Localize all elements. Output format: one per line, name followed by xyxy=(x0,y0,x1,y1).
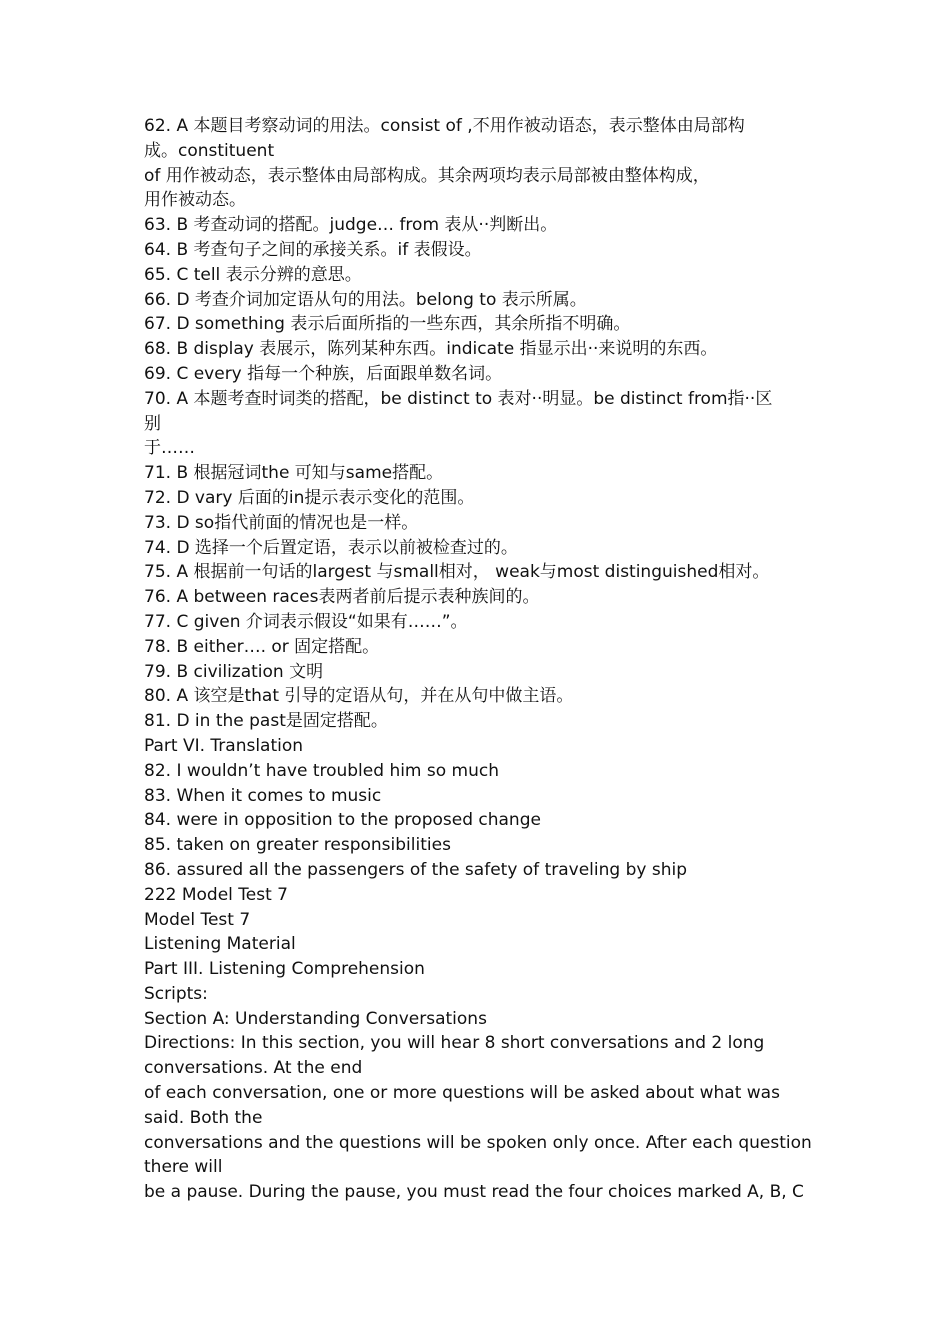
text-line: 63. B 考查动词的搭配。judge… from 表从··判断出。 xyxy=(144,215,558,236)
text-line: 84. were in opposition to the proposed change xyxy=(144,810,541,831)
text-line: be a pause. During the pause, you must read the four choices marked A, B, C xyxy=(144,1182,804,1203)
text-line: 78. B either…. or 固定搭配。 xyxy=(144,636,380,657)
text-line: 别 xyxy=(144,413,161,434)
text-line: 于…… xyxy=(144,438,195,459)
text-line: of 用作被动态，表示整体由局部构成。其余两项均表示局部被由整体构成， xyxy=(144,165,710,186)
text-line: 62. A 本题目考察动词的用法。consist of ,不用作被动语态，表示整体由局部构 xyxy=(144,116,745,136)
document-page xyxy=(144,114,814,1205)
text-line: 86. assured all the passengers of the safety of traveling by ship xyxy=(144,859,687,880)
text-line: 83. When it comes to music xyxy=(144,785,382,806)
text-line: of each conversation, one or more questions will be asked about what was xyxy=(144,1083,780,1104)
text-line: 65. C tell 表示分辨的意思。 xyxy=(144,264,362,285)
text-line: 85. taken on greater responsibilities xyxy=(144,835,451,856)
section-heading: Model Test 7 xyxy=(144,909,251,930)
text-line: 66. D 考查介词加定语从句的用法。belong to 表示所属。 xyxy=(144,289,587,310)
section-heading: Part III. Listening Comprehension xyxy=(144,959,425,980)
text-line: 73. D so指代前面的情况也是一样。 xyxy=(144,512,419,533)
text-line: 77. C given 介词表示假设“如果有……”。 xyxy=(144,611,468,632)
section-heading: Listening Material xyxy=(144,934,296,955)
text-line: 72. D vary 后面的in提示表示变化的范围。 xyxy=(144,487,475,508)
text-line: there will xyxy=(144,1157,223,1178)
text-line: Directions: In this section, you will hear 8 short conversations and 2 long xyxy=(144,1033,765,1054)
text-line: 68. B display 表展示，陈列某种东西。indicate 指显示出··来说明的东西。 xyxy=(144,339,718,360)
text-line: Scripts: xyxy=(144,983,208,1004)
section-heading: Part VI. Translation xyxy=(144,735,304,756)
text-line: 69. C every 指每一个种族，后面跟单数名词。 xyxy=(144,363,503,384)
page-header-text: 222 Model Test 7 xyxy=(144,884,288,905)
text-line: 76. A between races表两者前后提示表种族间的。 xyxy=(144,587,540,608)
text-line: 67. D something 表示后面所指的一些东西，其余所指不明确。 xyxy=(144,314,631,335)
text-line: 64. B 考查句子之间的承接关系。if 表假设。 xyxy=(144,239,482,260)
text-line: said. Both the xyxy=(144,1107,263,1128)
text-line: 75. A 根据前一句话的largest 与small相对， weak与most distinguished相对。 xyxy=(144,562,770,583)
text-line: conversations. At the end xyxy=(144,1058,363,1079)
text-line: 80. A 该空是that 引导的定语从句，并在从句中做主语。 xyxy=(144,686,574,707)
text-line: 81. D in the past是固定搭配。 xyxy=(144,711,388,732)
text-line: 74. D 选择一个后置定语，表示以前被检查过的。 xyxy=(144,537,518,558)
text-line: conversations and the questions will be spoken only once. After each question xyxy=(144,1132,812,1153)
text-line: 70. A 本题考查时词类的搭配，be distinct to 表对··明显。be distinct from指··区 xyxy=(144,388,773,409)
text-line: 成。constituent xyxy=(144,140,275,161)
text-line: 82. I wouldn’t have troubled him so much xyxy=(144,760,500,781)
text-line: 用作被动态。 xyxy=(144,190,246,211)
text-line: 71. B 根据冠词the 可知与same搭配。 xyxy=(144,463,444,484)
text-line: 79. B civilization 文明 xyxy=(144,661,324,682)
section-heading: Section A: Understanding Conversations xyxy=(144,1008,487,1029)
